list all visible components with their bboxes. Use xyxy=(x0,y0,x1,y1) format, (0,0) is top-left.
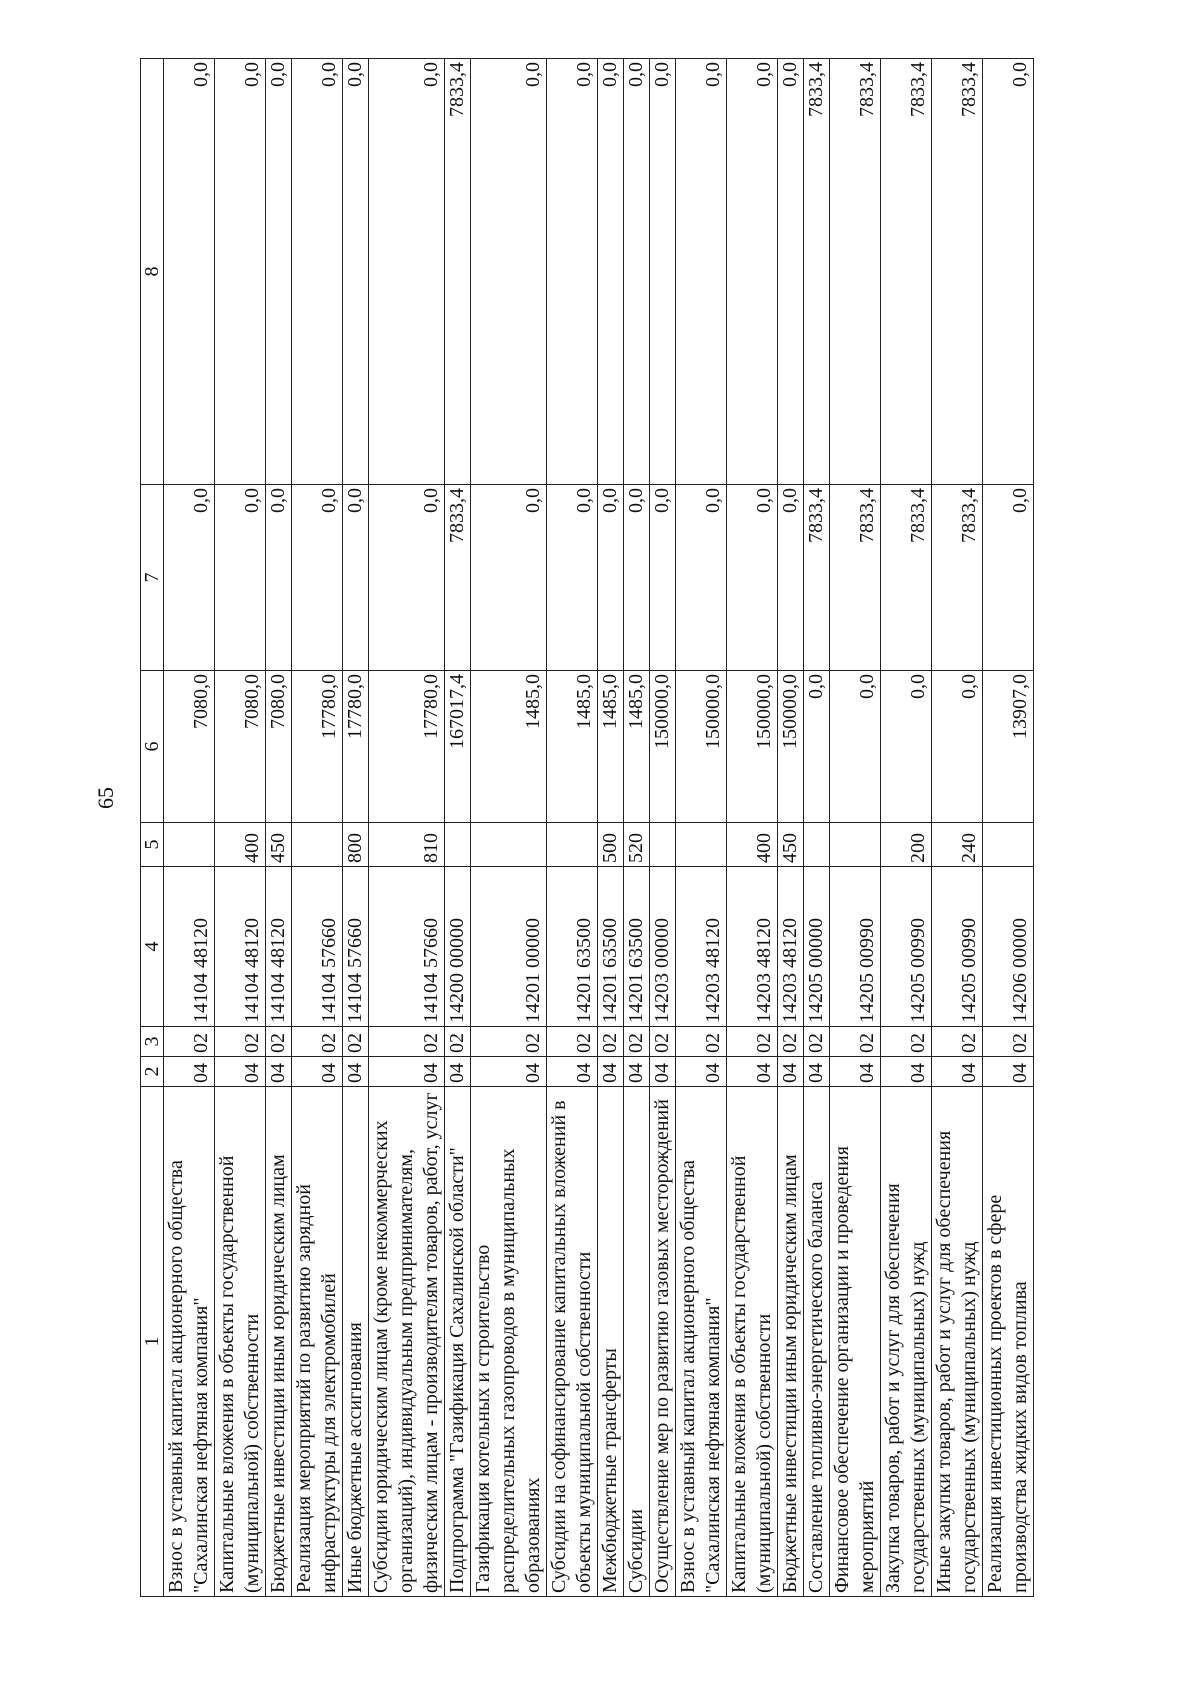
cell-col-5: 500 xyxy=(598,823,624,867)
cell-col-7: 7833,4 xyxy=(932,485,983,671)
column-header: 4 xyxy=(141,867,164,1027)
cell-col-8: 0,0 xyxy=(343,59,369,485)
row-name-cell: Реализация инвестиционных проектов в сфере производства жидких видов топлива xyxy=(983,1087,1034,1597)
cell-col-5 xyxy=(445,823,471,867)
cell-col-7: 0,0 xyxy=(343,485,369,671)
cell-col-8: 0,0 xyxy=(778,59,804,485)
cell-col-2: 04 xyxy=(830,1057,881,1087)
cell-col-8: 0,0 xyxy=(215,59,266,485)
row-name-cell: Иные закупки товаров, работ и услуг для обеспечения государственных (муниципальных) нужд xyxy=(932,1087,983,1597)
cell-col-3: 02 xyxy=(215,1027,266,1057)
cell-col-6: 0,0 xyxy=(881,671,932,823)
cell-col-7: 7833,4 xyxy=(881,485,932,671)
row-name-cell: Газификация котельных и строительство распределительных газопроводов в муниципальных образованиях xyxy=(471,1087,547,1597)
cell-col-4: 14104 57660 xyxy=(343,867,369,1027)
cell-col-2: 04 xyxy=(881,1057,932,1087)
cell-col-6: 167017,4 xyxy=(445,671,471,823)
cell-col-4: 14104 57660 xyxy=(369,867,445,1027)
table-row xyxy=(830,59,881,1597)
row-name-cell: Осуществление мер по развитию газовых месторождений xyxy=(650,1087,676,1597)
cell-col-4: 14201 63500 xyxy=(598,867,624,1027)
cell-col-8: 7833,4 xyxy=(804,59,830,485)
table-row xyxy=(445,59,471,1597)
table-row xyxy=(624,59,650,1597)
cell-col-6: 17780,0 xyxy=(369,671,445,823)
cell-col-5 xyxy=(830,823,881,867)
cell-col-8: 0,0 xyxy=(292,59,343,485)
cell-col-3: 02 xyxy=(778,1027,804,1057)
cell-col-7: 0,0 xyxy=(266,485,292,671)
cell-col-6: 150000,0 xyxy=(650,671,676,823)
cell-col-7: 0,0 xyxy=(983,485,1034,671)
cell-col-6: 150000,0 xyxy=(778,671,804,823)
cell-col-7: 0,0 xyxy=(624,485,650,671)
cell-col-4: 14201 00000 xyxy=(471,867,547,1027)
cell-col-5: 240 xyxy=(932,823,983,867)
cell-col-7: 7833,4 xyxy=(804,485,830,671)
rotated-table-container xyxy=(140,59,1034,1597)
row-name-cell: Иные бюджетные ассигнования xyxy=(343,1087,369,1597)
row-name-cell: Составление топливно-энергетического баланса xyxy=(804,1087,830,1597)
row-name-cell: Бюджетные инвестиции иным юридическим лицам xyxy=(778,1087,804,1597)
cell-col-3: 02 xyxy=(266,1027,292,1057)
cell-col-5 xyxy=(547,823,598,867)
cell-col-6: 17780,0 xyxy=(292,671,343,823)
table-row xyxy=(343,59,369,1597)
cell-col-4: 14104 48120 xyxy=(215,867,266,1027)
table-row xyxy=(266,59,292,1597)
row-name-cell: Субсидии юридическим лицам (кроме некоммерческих организаций), индивидуальным предпринимателям, физическим лицам - производителям товаров, работ, услуг xyxy=(369,1087,445,1597)
cell-col-2: 04 xyxy=(471,1057,547,1087)
cell-col-7: 0,0 xyxy=(778,485,804,671)
cell-col-6: 7080,0 xyxy=(215,671,266,823)
cell-col-3: 02 xyxy=(983,1027,1034,1057)
cell-col-3: 02 xyxy=(727,1027,778,1057)
cell-col-4: 14104 57660 xyxy=(292,867,343,1027)
cell-col-5 xyxy=(804,823,830,867)
column-header: 6 xyxy=(141,671,164,823)
cell-col-3: 02 xyxy=(598,1027,624,1057)
cell-col-4: 14104 48120 xyxy=(266,867,292,1027)
table-body xyxy=(164,59,1034,1597)
cell-col-7: 7833,4 xyxy=(445,485,471,671)
cell-col-2: 04 xyxy=(676,1057,727,1087)
cell-col-2: 04 xyxy=(164,1057,215,1087)
cell-col-4: 14200 00000 xyxy=(445,867,471,1027)
cell-col-6: 1485,0 xyxy=(598,671,624,823)
row-name-cell: Взнос в уставный капитал акционерного общества "Сахалинская нефтяная компания" xyxy=(676,1087,727,1597)
cell-col-4: 14203 48120 xyxy=(676,867,727,1027)
table-row xyxy=(650,59,676,1597)
cell-col-7: 0,0 xyxy=(727,485,778,671)
cell-col-2: 04 xyxy=(369,1057,445,1087)
cell-col-3: 02 xyxy=(624,1027,650,1057)
budget-table xyxy=(140,58,1034,1597)
cell-col-8: 0,0 xyxy=(727,59,778,485)
row-name-cell: Закупка товаров, работ и услуг для обеспечения государственных (муниципальных) нужд xyxy=(881,1087,932,1597)
cell-col-4: 14205 00000 xyxy=(804,867,830,1027)
table-row xyxy=(292,59,343,1597)
cell-col-3: 02 xyxy=(164,1027,215,1057)
cell-col-4: 14201 63500 xyxy=(624,867,650,1027)
cell-col-6: 1485,0 xyxy=(471,671,547,823)
cell-col-3: 02 xyxy=(650,1027,676,1057)
cell-col-6: 1485,0 xyxy=(624,671,650,823)
table-row xyxy=(727,59,778,1597)
table-row xyxy=(598,59,624,1597)
cell-col-4: 14203 00000 xyxy=(650,867,676,1027)
cell-col-5: 450 xyxy=(778,823,804,867)
cell-col-2: 04 xyxy=(266,1057,292,1087)
cell-col-5 xyxy=(471,823,547,867)
cell-col-8: 7833,4 xyxy=(932,59,983,485)
cell-col-5: 200 xyxy=(881,823,932,867)
table-row xyxy=(547,59,598,1597)
cell-col-5 xyxy=(650,823,676,867)
page-number: 65 xyxy=(93,787,118,809)
cell-col-4: 14205 00990 xyxy=(830,867,881,1027)
cell-col-3: 02 xyxy=(547,1027,598,1057)
cell-col-8: 0,0 xyxy=(624,59,650,485)
cell-col-8: 0,0 xyxy=(650,59,676,485)
cell-col-8: 0,0 xyxy=(676,59,727,485)
cell-col-8: 0,0 xyxy=(369,59,445,485)
column-header: 7 xyxy=(141,485,164,671)
cell-col-2: 04 xyxy=(983,1057,1034,1087)
cell-col-6: 1485,0 xyxy=(547,671,598,823)
cell-col-5 xyxy=(676,823,727,867)
cell-col-3: 02 xyxy=(343,1027,369,1057)
row-name-cell: Капитальные вложения в объекты государственной (муниципальной) собственности xyxy=(727,1087,778,1597)
cell-col-7: 0,0 xyxy=(471,485,547,671)
cell-col-2: 04 xyxy=(598,1057,624,1087)
column-header: 5 xyxy=(141,823,164,867)
table-row xyxy=(778,59,804,1597)
table-row xyxy=(804,59,830,1597)
cell-col-5: 520 xyxy=(624,823,650,867)
cell-col-3: 02 xyxy=(804,1027,830,1057)
cell-col-6: 0,0 xyxy=(830,671,881,823)
cell-col-4: 14104 48120 xyxy=(164,867,215,1027)
cell-col-3: 02 xyxy=(676,1027,727,1057)
cell-col-6: 7080,0 xyxy=(266,671,292,823)
cell-col-4: 14203 48120 xyxy=(727,867,778,1027)
cell-col-3: 02 xyxy=(830,1027,881,1057)
table-row xyxy=(164,59,215,1597)
column-header: 1 xyxy=(141,1087,164,1597)
column-header: 3 xyxy=(141,1027,164,1057)
cell-col-8: 0,0 xyxy=(598,59,624,485)
cell-col-5: 810 xyxy=(369,823,445,867)
row-name-cell: Бюджетные инвестиции иным юридическим лицам xyxy=(266,1087,292,1597)
cell-col-2: 04 xyxy=(445,1057,471,1087)
cell-col-5: 800 xyxy=(343,823,369,867)
cell-col-8: 0,0 xyxy=(164,59,215,485)
column-header: 8 xyxy=(141,59,164,485)
table-row xyxy=(932,59,983,1597)
table-row xyxy=(369,59,445,1597)
cell-col-6: 13907,0 xyxy=(983,671,1034,823)
cell-col-7: 0,0 xyxy=(369,485,445,671)
row-name-cell: Взнос в уставный капитал акционерного общества "Сахалинская нефтяная компания" xyxy=(164,1087,215,1597)
cell-col-4: 14205 00990 xyxy=(881,867,932,1027)
cell-col-2: 04 xyxy=(932,1057,983,1087)
cell-col-8: 7833,4 xyxy=(881,59,932,485)
cell-col-2: 04 xyxy=(292,1057,343,1087)
table-row xyxy=(215,59,266,1597)
cell-col-4: 14201 63500 xyxy=(547,867,598,1027)
cell-col-5: 400 xyxy=(727,823,778,867)
row-name-cell: Субсидии на софинансирование капитальных вложений в объекты муниципальной собственности xyxy=(547,1087,598,1597)
cell-col-7: 0,0 xyxy=(650,485,676,671)
cell-col-2: 04 xyxy=(343,1057,369,1087)
row-name-cell: Подпрограмма "Газификация Сахалинской области" xyxy=(445,1087,471,1597)
cell-col-4: 14206 00000 xyxy=(983,867,1034,1027)
cell-col-8: 7833,4 xyxy=(830,59,881,485)
cell-col-6: 17780,0 xyxy=(343,671,369,823)
table-row xyxy=(881,59,932,1597)
table-row xyxy=(471,59,547,1597)
row-name-cell: Реализация мероприятий по развитию зарядной инфраструктуры для электромобилей xyxy=(292,1087,343,1597)
cell-col-7: 0,0 xyxy=(215,485,266,671)
cell-col-3: 02 xyxy=(369,1027,445,1057)
row-name-cell: Субсидии xyxy=(624,1087,650,1597)
cell-col-8: 0,0 xyxy=(983,59,1034,485)
cell-col-2: 04 xyxy=(804,1057,830,1087)
column-header: 2 xyxy=(141,1057,164,1087)
cell-col-2: 04 xyxy=(624,1057,650,1087)
cell-col-5 xyxy=(292,823,343,867)
cell-col-4: 14203 48120 xyxy=(778,867,804,1027)
cell-col-6: 0,0 xyxy=(932,671,983,823)
cell-col-5: 450 xyxy=(266,823,292,867)
cell-col-7: 0,0 xyxy=(547,485,598,671)
cell-col-8: 0,0 xyxy=(266,59,292,485)
cell-col-8: 7833,4 xyxy=(445,59,471,485)
cell-col-6: 150000,0 xyxy=(676,671,727,823)
cell-col-6: 0,0 xyxy=(804,671,830,823)
row-name-cell: Межбюджетные трансферты xyxy=(598,1087,624,1597)
cell-col-6: 7080,0 xyxy=(164,671,215,823)
cell-col-4: 14205 00990 xyxy=(932,867,983,1027)
cell-col-5 xyxy=(164,823,215,867)
cell-col-7: 0,0 xyxy=(292,485,343,671)
cell-col-2: 04 xyxy=(778,1057,804,1087)
cell-col-8: 0,0 xyxy=(547,59,598,485)
cell-col-7: 0,0 xyxy=(164,485,215,671)
cell-col-7: 0,0 xyxy=(676,485,727,671)
cell-col-3: 02 xyxy=(292,1027,343,1057)
cell-col-7: 0,0 xyxy=(598,485,624,671)
cell-col-8: 0,0 xyxy=(471,59,547,485)
cell-col-3: 02 xyxy=(932,1027,983,1057)
cell-col-3: 02 xyxy=(471,1027,547,1057)
cell-col-3: 02 xyxy=(881,1027,932,1057)
cell-col-7: 7833,4 xyxy=(830,485,881,671)
cell-col-2: 04 xyxy=(727,1057,778,1087)
row-name-cell: Капитальные вложения в объекты государственной (муниципальной) собственности xyxy=(215,1087,266,1597)
cell-col-2: 04 xyxy=(215,1057,266,1087)
row-name-cell: Финансовое обеспечение организации и проведения мероприятий xyxy=(830,1087,881,1597)
header-row xyxy=(141,59,164,1597)
cell-col-6: 150000,0 xyxy=(727,671,778,823)
cell-col-5 xyxy=(983,823,1034,867)
table-row xyxy=(676,59,727,1597)
cell-col-2: 04 xyxy=(547,1057,598,1087)
cell-col-3: 02 xyxy=(445,1027,471,1057)
cell-col-2: 04 xyxy=(650,1057,676,1087)
cell-col-5: 400 xyxy=(215,823,266,867)
table-row xyxy=(983,59,1034,1597)
